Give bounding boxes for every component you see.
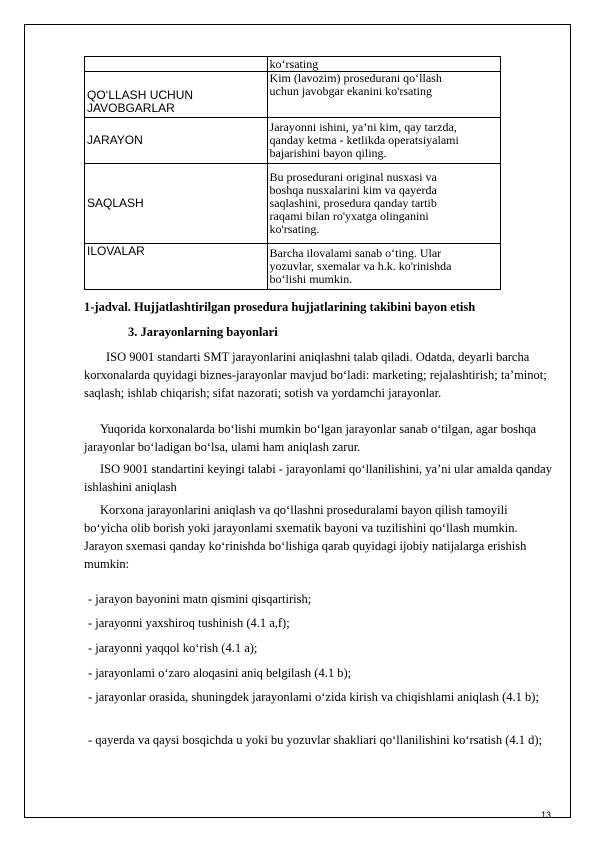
cell-line: qanday ketma - ketlikda operatsiyalami — [269, 133, 459, 147]
cell-line: uchun javobgar ekanini ko'rsating — [269, 84, 432, 98]
table-cell-left: SAQLASH — [85, 164, 268, 244]
paragraph — [84, 501, 554, 573]
cell-line: Bu prosedurani original nusxasi va — [269, 170, 437, 184]
table-cell-right — [267, 57, 500, 72]
table-row — [85, 72, 501, 118]
cell-line: raqami bilan ro'yxatga olinganini — [269, 209, 429, 223]
paragraph-text: Yuqorida korxonalarda bo‘lishi mumkin bo‘lgan jarayonlar sanab o‘tilgan, agar boshqa jarayonlar bo‘ladigan bo‘lsa, ulami ham aniqlash zarur. — [84, 422, 536, 454]
table-row — [85, 118, 501, 164]
cell-line: ko‘rsating — [269, 56, 319, 71]
table-cell-left — [85, 72, 268, 118]
paragraph — [84, 460, 554, 496]
list-item: - jarayonni yaqqol ko‘rish (4.1 a); — [88, 641, 258, 655]
paragraph-text: ISO 9001 standartini keyingi talabi - jarayonlami qo‘llanilishini, ya’ni ular amalda qanday ishlashini aniqlash — [84, 462, 552, 494]
page-number: 13 — [541, 810, 552, 820]
table-cell-left: JARAYON — [85, 118, 268, 164]
procedure-table — [84, 56, 501, 290]
section-heading: 3. Jarayonlarning bayonlari — [128, 325, 278, 339]
cell-line: ko'rsating. — [269, 222, 320, 236]
table-cell-right — [267, 118, 500, 164]
list-item: - jarayon bayonini matn qismini qisqartirish; — [88, 592, 312, 606]
table-caption: 1-jadval. Hujjatlashtirilgan prosedura hujjatlarining takibini bayon etish — [84, 300, 476, 314]
table-row — [85, 164, 501, 244]
paragraph-text: Korxona jarayonlarini aniqlash va qo‘llashni proseduralami bayon qilish tamoyili bo‘yicha olib borish yoki jarayonlami sxematik bayoni va tuzilishini qo‘llash mumkin. Jarayon sxemasi qanday ko‘rinishda bo‘lishiga qarab quyidagi ijobiy natijalarga erishish mumkin: — [84, 503, 527, 571]
table-cell-right — [267, 164, 500, 244]
cell-line: bajarishini bayon qiling. — [269, 146, 387, 160]
table-row — [85, 57, 501, 72]
paragraph — [84, 420, 554, 456]
list-item: - jarayonni yaxshiroq tushinish (4.1 a,f); — [88, 616, 290, 630]
cell-line: yozuvlar, sxemalar va h.k. ko'rinishda — [269, 259, 452, 273]
list-item: - jarayonlar orasida, shuningdek jarayonlami o‘zida kirish va chiqishlami aniqlash (4.1 b); — [88, 690, 539, 704]
paragraph-text: ISO 9001 standarti SMT jarayonlarini aniqlashni talab qiladi. Odatda, deyarli barcha korxonalarda quyidagi biznes-jarayonlar mavjud bo‘ladi: marketing; rejalashtirish; ta’minot; saqlash; ishlab chiqarish; sifat nazorati; sotish va yordamchi jarayonlar. — [84, 350, 547, 400]
cell-line: boshqa nusxalarini kim va qayerda — [269, 183, 437, 197]
table-cell-right — [267, 244, 500, 290]
paragraph — [84, 348, 554, 402]
cell-line: Jarayonni ishini, ya’ni kim, qay tarzda, — [269, 120, 457, 134]
list-item: - jarayonlami o‘zaro aloqasini aniq belgilash (4.1 b); — [88, 666, 352, 680]
table-row — [85, 244, 501, 290]
table-cell-right — [267, 72, 500, 118]
cell-line: bo‘lishi mumkin. — [269, 272, 353, 286]
cell-line: Kim (lavozim) prosedurani qo‘llash — [269, 71, 442, 85]
cell-line: Barcha ilovalami sanab o‘ting. Ular — [269, 246, 442, 260]
table-cell-left: ILOVALAR — [85, 244, 268, 290]
list-item: - qayerda va qaysi bosqichda u yoki bu yozuvlar shakliari qo‘llanilishini ko‘rsatish (4.1 d); — [88, 733, 543, 747]
table-cell-left — [85, 57, 268, 72]
cell-line: QO‘LLASH UCHUN JAVOBGARLAR — [87, 88, 194, 115]
cell-line: saqlashini, prosedura qanday tartib — [269, 196, 437, 210]
